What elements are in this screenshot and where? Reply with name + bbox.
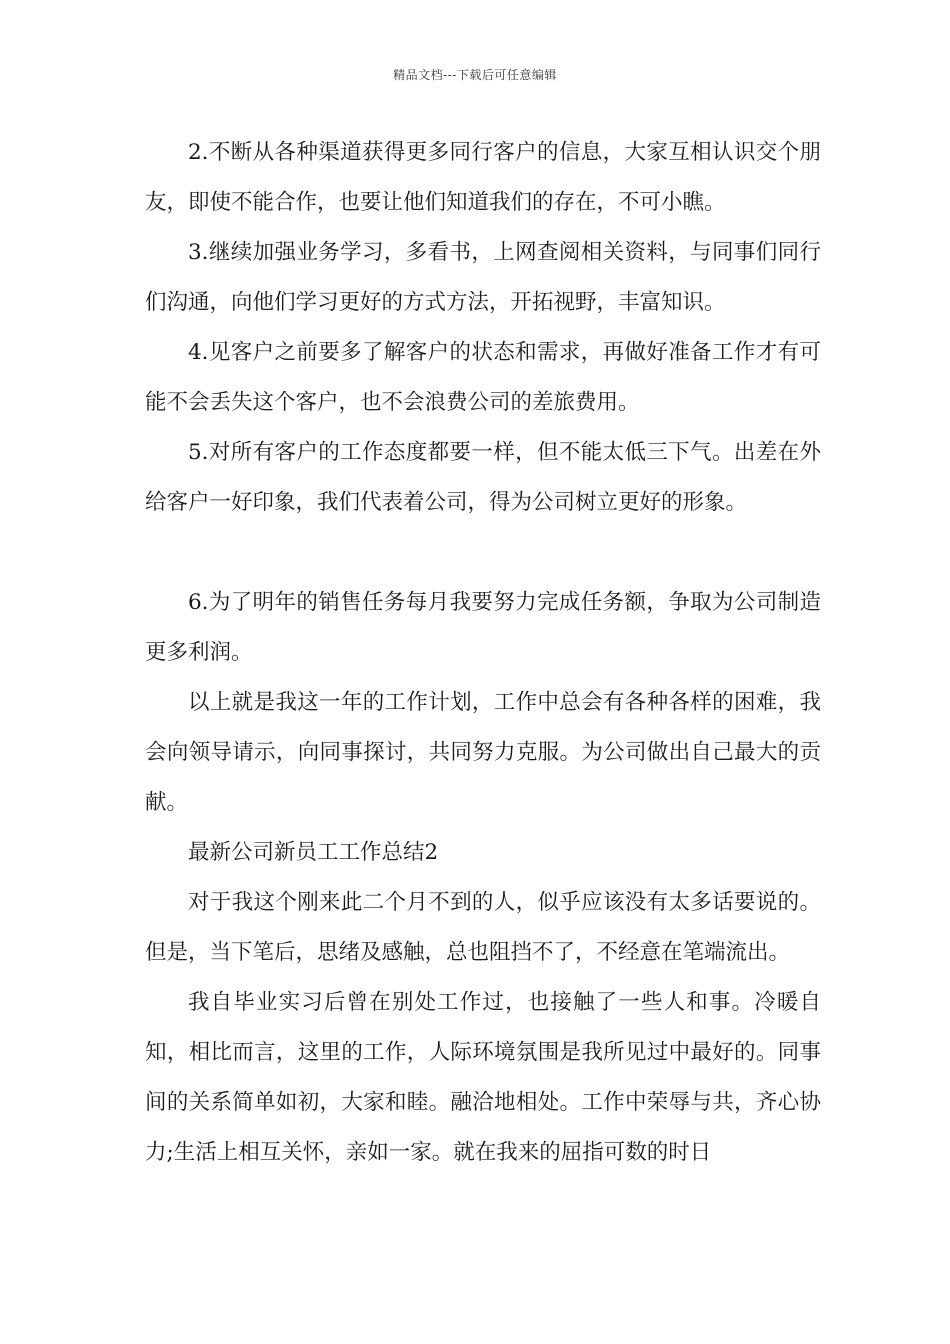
section-paragraph-1: 对于我这个刚来此二个月不到的人，似乎应该没有太多话要说的。但是，当下笔后，思绪及感触，总也阻挡不了，不经意在笔端流出。 bbox=[145, 890, 821, 965]
page-header: 精品文档---下载后可任意编辑 bbox=[393, 68, 557, 82]
section-title: 最新公司新员工工作总结2 bbox=[188, 840, 439, 865]
paragraph-item-2: 2.不断从各种渠道获得更多同行客户的信息，大家互相认识交个朋友，即使不能合作，也要让他们知道我们的存在，不可小瞧。 bbox=[145, 140, 821, 215]
paragraph-item-6: 6.为了明年的销售任务每月我要努力完成任务额，争取为公司制造更多利润。 bbox=[145, 590, 821, 665]
paragraph-gap bbox=[145, 528, 821, 578]
paragraph-item-5: 5.对所有客户的工作态度都要一样，但不能太低三下气。出差在外给客户一好印象，我们代表着公司，得为公司树立更好的形象。 bbox=[145, 440, 821, 515]
paragraph-item-4: 4.见客户之前要多了解客户的状态和需求，再做好准备工作才有可能不会丢失这个客户，也不会浪费公司的差旅费用。 bbox=[145, 340, 821, 415]
section-paragraph-2: 我自毕业实习后曾在别处工作过，也接触了一些人和事。冷暖自知，相比而言，这里的工作，人际环境氛围是我所见过中最好的。同事间的关系简单如初，大家和睦。融洽地相处。工作中荣辱与共，齐心协力;生活上相互关怀，亲如一家。就在我来的屈指可数的时日 bbox=[145, 990, 821, 1165]
paragraph-item-3: 3.继续加强业务学习，多看书，上网查阅相关资料，与同事们同行们沟通，向他们学习更好的方式方法，开拓视野，丰富知识。 bbox=[145, 240, 821, 315]
document-body bbox=[145, 128, 821, 1178]
paragraph-conclusion: 以上就是我这一年的工作计划，工作中总会有各种各样的困难，我会向领导请示，向同事探讨，共同努力克服。为公司做出自己最大的贡献。 bbox=[145, 690, 821, 815]
